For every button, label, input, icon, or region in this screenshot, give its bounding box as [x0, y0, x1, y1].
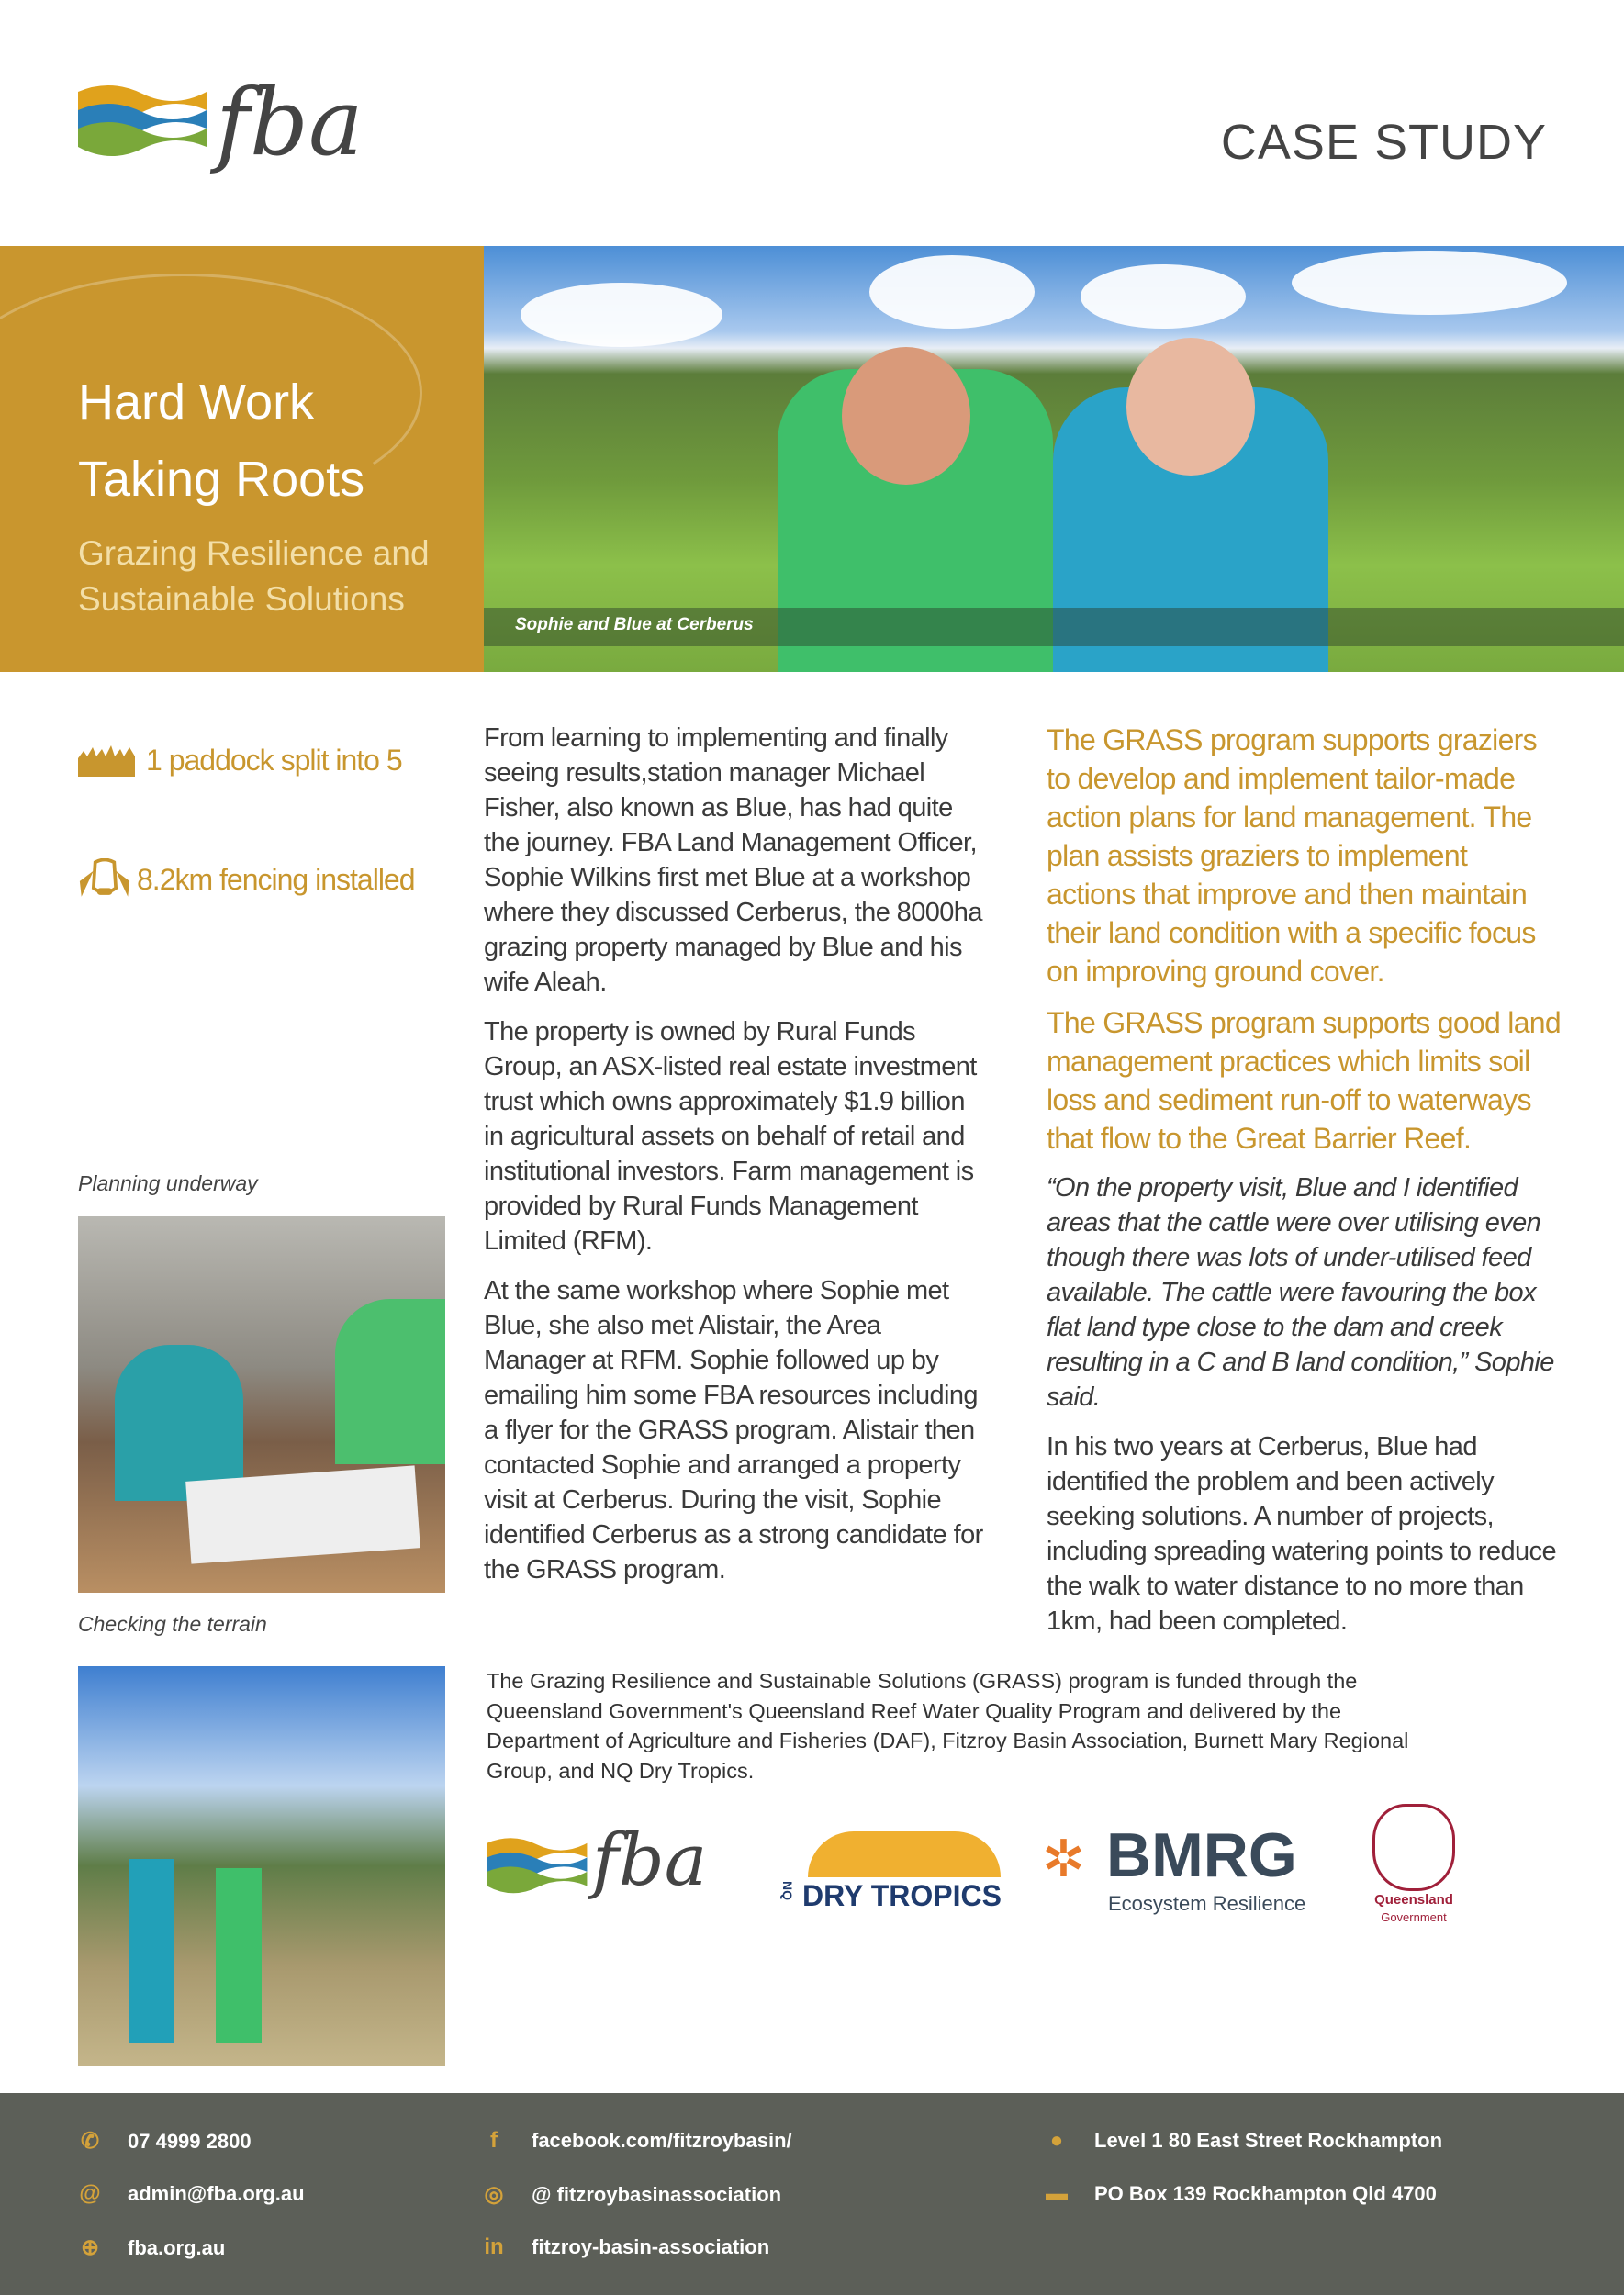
- phone-icon: ✆: [80, 2129, 100, 2154]
- stat-paddocks: 1 paddock split into 5: [78, 744, 402, 778]
- paragraph: The property is owned by Rural Funds Group, an ASX-listed real estate investment trust which owns approximately $1.9 billion in agricultural assets on behalf of retail and institutional investors. Farm management is provided by Rural Funds Management Limited (RFM).: [484, 1017, 977, 1256]
- lower-content: [0, 721, 1624, 2295]
- footer: [0, 2093, 1624, 2295]
- footer-address: ● Level 1 80 East Street Rockhampton: [1045, 2128, 1442, 2154]
- footer-website[interactable]: ⊕ fba.org.au: [78, 2234, 225, 2261]
- body-column-right: [1047, 721, 1561, 1639]
- partner-logo-nq-dry-tropics: NQ DRY TROPICS: [780, 1831, 1028, 1923]
- body-column-middle: [484, 721, 989, 1602]
- photo-caption: Checking the terrain: [78, 1612, 267, 1636]
- partner-logo-fba: fba: [487, 1827, 734, 1919]
- doc-type: CASE STUDY: [1220, 115, 1547, 170]
- stat-fencing: 8.2km fencing installed: [78, 858, 415, 901]
- location-pin-icon: ●: [1049, 2128, 1064, 2153]
- footer-pobox: ▬ PO Box 139 Rockhampton Qld 4700: [1046, 2181, 1437, 2206]
- page-subtitle: Grazing Resilience and Sustainable Solutions: [78, 534, 430, 618]
- highlight-paragraph: The GRASS program supports good land management practices which limits soil loss and sediment run-off to waterways that flow to the Great Barrier Reef.: [1047, 1006, 1562, 1155]
- fba-wave-icon: [78, 83, 207, 165]
- fba-wave-icon: [487, 1836, 588, 1900]
- mailbox-icon: ▬: [1046, 2181, 1068, 2206]
- photo-caption: Planning underway: [78, 1171, 258, 1195]
- quote: “On the property visit, Blue and I identified areas that the cattle were over utilising even though there was lots of under-utilised feed available. The cattle were favouring the box flat land type close to the dam and creek resulting in a C and B land condition,” Sophie said.: [1047, 1173, 1554, 1412]
- email-icon: @: [79, 2181, 101, 2206]
- footer-instagram[interactable]: ◎ @ fitzroybasinassociation: [482, 2181, 781, 2208]
- footer-email[interactable]: @ admin@fba.org.au: [79, 2181, 305, 2206]
- footer-facebook[interactable]: f facebook.com/fitzroybasin/: [482, 2128, 792, 2154]
- paragraph: In his two years at Cerberus, Blue had identified the problem and been actively seeking solutions. A number of projects, including spreading watering points to reduce the walk to water distance to no more than 1km, had been completed.: [1047, 1432, 1556, 1636]
- partner-logo-qld-government: Queensland Government: [1359, 1804, 1469, 1937]
- hero-caption: Sophie and Blue at Cerberus: [484, 608, 1624, 646]
- partner-logo-bmrg: ✲ BMRG Ecosystem Resilience: [1042, 1820, 1306, 1915]
- paragraph: From learning to implementing and finally seeing results,station manager Michael Fisher, also known as Blue, has had quite the journey. FBA Land Management Officer, Sophie Wilkins first met Blue at a workshop where they discussed Cerberus, the 8000ha grazing property managed by Blue and his wife Aleah.: [484, 723, 982, 997]
- qld-crest-icon: [1372, 1804, 1455, 1891]
- fba-logo: [78, 69, 390, 184]
- footer-phone[interactable]: ✆ 07 4999 2800: [78, 2128, 252, 2155]
- funding-statement: The Grazing Resilience and Sustainable Solutions (GRASS) program is funded through the Queensland Government's Queensland Reef Water Quality Program and delivered by the Department of Agriculture and Fisheries (DAF), Fitzroy Basin Association, Burnett Mary Regional Group, and NQ Dry Tropics.: [487, 1669, 1409, 1783]
- globe-icon: ⊕: [80, 2235, 100, 2260]
- footer-linkedin[interactable]: in fitzroy-basin-association: [482, 2234, 769, 2260]
- fba-logo-text: fba: [216, 69, 364, 176]
- partner-logos: [484, 1804, 1494, 1942]
- title-banner: [0, 246, 484, 672]
- bmrg-flower-icon: ✲: [1042, 1830, 1085, 1887]
- facebook-icon: f: [490, 2128, 498, 2153]
- page-title: Hard Work Taking Roots: [78, 375, 365, 507]
- paragraph: At the same workshop where Sophie met Blue, she also met Alistair, the Area Manager at RFM. Sophie followed up by emailing him some FBA resources including a flyer for the GRASS program. Alistair then contacted Sophie and arranged a property visit at Cerberus. During the visit, Sophie identified Cerberus as a strong candidate for the GRASS program.: [484, 1276, 983, 1584]
- linkedin-icon: in: [484, 2234, 504, 2259]
- instagram-icon: ◎: [484, 2182, 504, 2207]
- hero-photo: [484, 246, 1624, 672]
- highlight-paragraph: The GRASS program supports graziers to develop and implement tailor-made action plans for land management. The plan assists graziers to implement actions that improve and then maintain their land condition with a specific focus on improving ground cover.: [1047, 723, 1537, 988]
